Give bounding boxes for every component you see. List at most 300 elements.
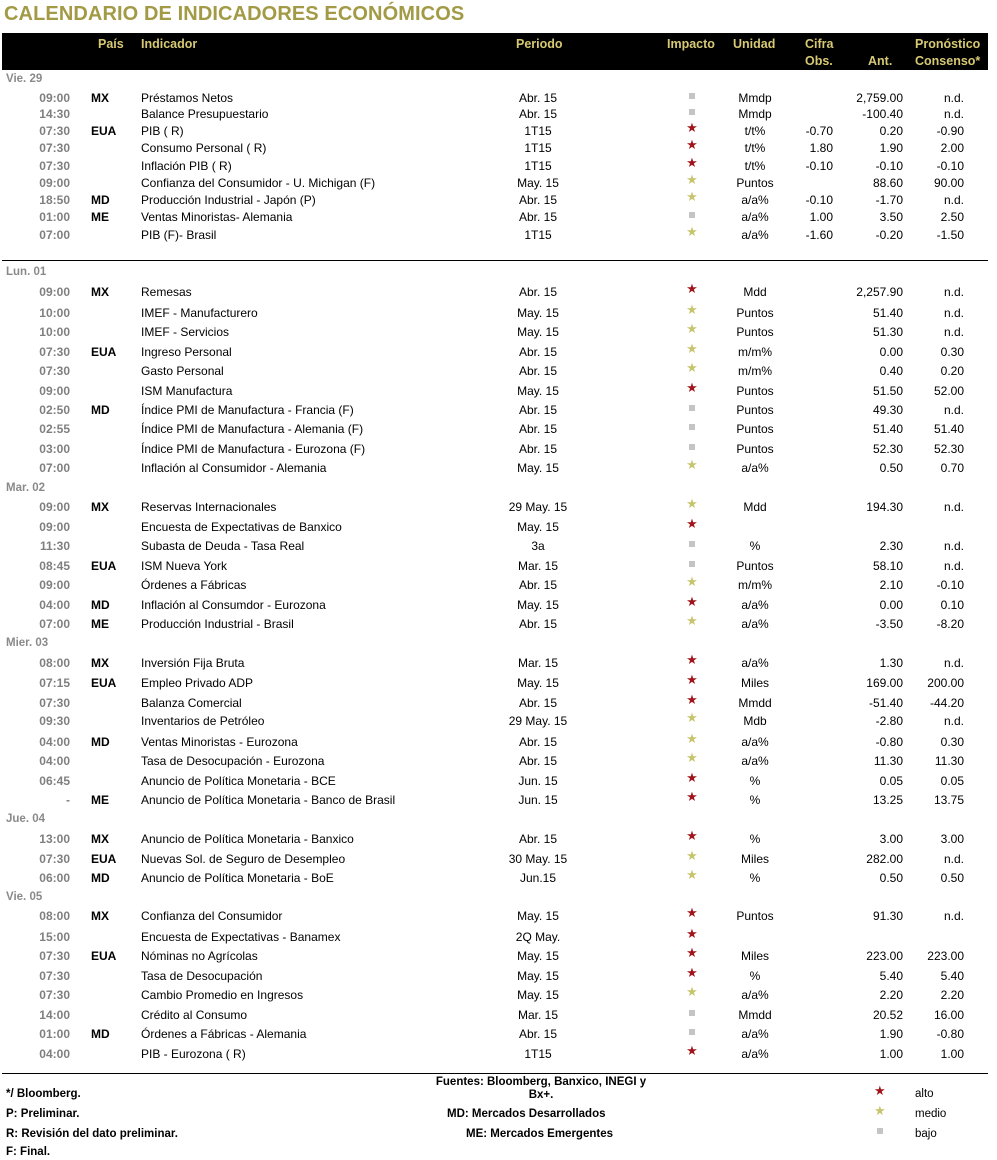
event-unit: a/a% — [741, 228, 769, 242]
event-consensus: -1.50 — [936, 228, 964, 242]
event-country: MD — [91, 403, 110, 417]
footnote-final: F: Final. — [6, 1146, 51, 1158]
event-time: 09:30 — [39, 714, 70, 728]
table-row — [0, 107, 997, 125]
event-period: 2Q May. — [515, 930, 561, 944]
event-consensus: n.d. — [943, 403, 964, 417]
table-row — [0, 750, 997, 772]
impact-medium-star-icon: ★ — [686, 341, 698, 356]
impact-medium-star-icon: ★ — [686, 321, 698, 336]
event-indicator: Remesas — [141, 285, 192, 299]
table-row — [0, 302, 997, 324]
event-period: Abr. 15 — [518, 107, 558, 121]
event-ant: 20.52 — [872, 1008, 903, 1022]
legend-bajo-square-icon — [877, 1128, 883, 1134]
impact-medium-star-icon: ★ — [686, 224, 698, 239]
event-consensus: -44.20 — [929, 696, 964, 710]
event-indicator: Préstamos Netos — [141, 91, 234, 105]
event-indicator: Anuncio de Política Monetaria - BCE — [141, 774, 336, 788]
event-consensus: 2.20 — [940, 988, 964, 1002]
event-country: MX — [91, 832, 109, 846]
table-row — [0, 652, 997, 674]
event-country: EUA — [91, 949, 117, 963]
day-label: Vie. 05 — [6, 891, 43, 903]
event-period: Abr. 15 — [518, 617, 558, 631]
impact-medium-star-icon: ★ — [686, 574, 698, 589]
event-indicator: IMEF - Manufacturero — [141, 306, 258, 320]
event-ant: 0.20 — [879, 124, 903, 138]
event-ant: -0.80 — [875, 735, 903, 749]
event-time: 07:30 — [39, 969, 70, 983]
event-unit: a/a% — [741, 461, 769, 475]
event-period: Abr. 15 — [518, 754, 558, 768]
event-unit: a/a% — [741, 210, 769, 224]
impact-high-star-icon: ★ — [686, 380, 698, 395]
event-unit: Puntos — [736, 559, 774, 573]
event-ant: 169.00 — [866, 676, 903, 690]
event-time: 14:00 — [39, 1008, 70, 1022]
day-label: Lun. 01 — [6, 266, 47, 278]
event-time: 07:30 — [39, 852, 70, 866]
event-indicator: Órdenes a Fábricas - Alemania — [141, 1027, 307, 1041]
event-consensus: n.d. — [943, 107, 964, 121]
event-ant: 282.00 — [866, 852, 903, 866]
table-row — [0, 672, 997, 694]
table-row — [0, 867, 997, 889]
event-indicator: Empleo Privado ADP — [141, 676, 254, 690]
event-ant: 51.40 — [872, 306, 903, 320]
event-consensus: 0.30 — [940, 345, 964, 359]
event-country: MD — [91, 598, 110, 612]
footnote-preliminar: P: Preliminar. — [6, 1108, 80, 1120]
footnote-sources: Fuentes: Bloomberg, Banxico, INEGI y Bx+. — [435, 1076, 647, 1101]
event-unit: Miles — [740, 852, 769, 866]
event-indicator: Producción Industrial - Japón (P) — [141, 193, 316, 207]
event-indicator: IMEF - Servicios — [141, 325, 230, 339]
event-ant: 0.00 — [879, 598, 903, 612]
event-time: 02:55 — [39, 422, 70, 436]
table-row — [0, 613, 997, 635]
event-consensus: 3.00 — [940, 832, 964, 846]
event-consensus: n.d. — [943, 193, 964, 207]
event-unit: Puntos — [736, 325, 774, 339]
event-ant: 52.30 — [872, 442, 903, 456]
table-row — [0, 516, 997, 538]
table-row — [0, 1043, 997, 1065]
event-time: 02:50 — [39, 403, 70, 417]
day-label: Jue. 04 — [6, 813, 45, 825]
event-ant: -2.80 — [875, 714, 903, 728]
event-unit: a/a% — [741, 193, 769, 207]
table-row — [0, 710, 997, 732]
event-ant: -51.40 — [868, 696, 903, 710]
event-ant: -0.10 — [875, 159, 903, 173]
event-ant: 194.30 — [866, 500, 903, 514]
event-consensus: 11.30 — [934, 754, 964, 768]
header-pais: País — [98, 37, 124, 51]
event-ant: 223.00 — [866, 949, 903, 963]
table-row — [0, 172, 997, 194]
event-period: 1T15 — [524, 124, 552, 138]
table-row — [0, 457, 997, 479]
header-unidad: Unidad — [733, 37, 776, 51]
event-unit: % — [749, 871, 761, 885]
footnote-me: ME: Mercados Emergentes — [466, 1128, 613, 1140]
event-period: Mar. 15 — [517, 1008, 559, 1022]
event-ant: 51.30 — [872, 325, 903, 339]
impact-medium-star-icon: ★ — [686, 867, 698, 882]
event-time: - — [66, 793, 70, 807]
event-country: MD — [91, 1027, 110, 1041]
table-row — [0, 984, 997, 1006]
event-consensus: 16.00 — [933, 1008, 964, 1022]
table-row — [0, 594, 997, 616]
event-indicator: Encuesta de Expectativas - Banamex — [141, 930, 341, 944]
event-consensus: 51.40 — [933, 422, 964, 436]
event-indicator: ISM Manufactura — [141, 384, 233, 398]
event-indicator: PIB - Eurozona ( R) — [141, 1047, 246, 1061]
event-unit: m/m% — [738, 364, 772, 378]
event-period: Abr. 15 — [518, 832, 558, 846]
event-time: 07:30 — [39, 159, 70, 173]
event-indicator: Órdenes a Fábricas — [141, 578, 247, 592]
event-period: 1T15 — [524, 159, 552, 173]
event-unit: Puntos — [736, 909, 774, 923]
event-indicator: Confianza del Consumidor — [141, 909, 283, 923]
event-obs: -0.10 — [805, 159, 833, 173]
event-period: May. 15 — [517, 909, 559, 923]
table-row — [0, 1008, 997, 1026]
event-consensus: -0.10 — [936, 578, 964, 592]
table-row — [0, 321, 997, 343]
table-row — [0, 965, 997, 987]
event-unit: a/a% — [741, 754, 769, 768]
event-period: Mar. 15 — [517, 559, 559, 573]
event-period: 29 May. 15 — [508, 714, 568, 728]
event-period: Abr. 15 — [518, 735, 558, 749]
event-period: Abr. 15 — [518, 442, 558, 456]
event-indicator: Anuncio de Política Monetaria - Banxico — [141, 832, 354, 846]
event-indicator: Reservas Internacionales — [141, 500, 277, 514]
header-cifra: Cifra — [805, 37, 834, 51]
impact-medium-star-icon: ★ — [686, 360, 698, 375]
event-indicator: PIB (F)- Brasil — [141, 228, 217, 242]
event-ant: 58.10 — [872, 559, 903, 573]
event-time: 18:50 — [39, 193, 70, 207]
event-consensus: n.d. — [943, 539, 964, 553]
event-country: ME — [91, 210, 109, 224]
event-consensus: 52.30 — [933, 442, 964, 456]
event-country: EUA — [91, 676, 117, 690]
event-indicator: Consumo Personal ( R) — [141, 141, 267, 155]
footnote-md: MD: Mercados Desarrollados — [447, 1108, 606, 1120]
event-unit: Mmdp — [738, 91, 772, 105]
legend-alto-label: alto — [915, 1088, 934, 1100]
event-indicator: Tasa de Desocupación - Eurozona — [141, 754, 325, 768]
event-unit: % — [749, 539, 761, 553]
impact-high-star-icon: ★ — [686, 770, 698, 785]
event-period: Abr. 15 — [518, 210, 558, 224]
header-indicador: Indicador — [141, 37, 198, 51]
event-consensus: n.d. — [943, 559, 964, 573]
event-consensus: n.d. — [943, 91, 964, 105]
event-indicator: Gasto Personal — [141, 364, 224, 378]
event-obs: 1.80 — [809, 141, 833, 155]
event-time: 09:00 — [39, 91, 70, 105]
event-unit: Puntos — [736, 176, 774, 190]
event-unit: Mdb — [743, 714, 767, 728]
impact-high-star-icon: ★ — [686, 516, 698, 531]
event-unit: a/a% — [741, 1027, 769, 1041]
event-country: MX — [91, 909, 109, 923]
impact-high-star-icon: ★ — [686, 905, 698, 920]
table-row — [0, 189, 997, 211]
event-period: May. 15 — [517, 306, 559, 320]
event-period: May. 15 — [517, 949, 559, 963]
event-indicator: Confianza del Consumidor - U. Michigan (F) — [141, 176, 376, 190]
event-unit: a/a% — [741, 656, 769, 670]
event-period: Jun. 15 — [518, 793, 558, 807]
table-row — [0, 360, 997, 382]
event-consensus: -0.90 — [936, 124, 964, 138]
impact-low-square-icon — [682, 536, 702, 550]
event-time: 07:30 — [39, 141, 70, 155]
event-indicator: Balance Presupuestario — [141, 107, 269, 121]
event-time: 04:00 — [39, 598, 70, 612]
event-period: Abr. 15 — [518, 403, 558, 417]
event-unit: Puntos — [736, 442, 774, 456]
header-impacto: Impacto — [667, 37, 715, 51]
event-period: Abr. 15 — [518, 364, 558, 378]
event-period: May. 15 — [517, 325, 559, 339]
footnote-revision: R: Revisión del dato preliminar. — [6, 1128, 178, 1140]
event-country: ME — [91, 617, 109, 631]
event-indicator: Índice PMI de Manufactura - Eurozona (F) — [141, 442, 366, 456]
event-consensus: 2.50 — [940, 210, 964, 224]
impact-high-star-icon: ★ — [686, 137, 698, 152]
event-period: 3a — [531, 539, 545, 553]
event-ant: 49.30 — [872, 403, 903, 417]
event-unit: Mdd — [743, 500, 767, 514]
event-unit: % — [749, 793, 761, 807]
event-period: 29 May. 15 — [508, 500, 568, 514]
event-indicator: Ventas Minoristas - Eurozona — [141, 735, 298, 749]
event-unit: Mmdd — [738, 696, 772, 710]
impact-high-star-icon: ★ — [686, 692, 698, 707]
impact-low-square-icon — [682, 439, 702, 453]
event-unit: a/a% — [741, 617, 769, 631]
impact-low-square-icon — [682, 88, 702, 102]
event-country: MX — [91, 91, 109, 105]
event-unit: t/t% — [744, 159, 766, 173]
event-time: 14:30 — [39, 107, 70, 121]
event-unit: m/m% — [738, 345, 772, 359]
event-country: EUA — [91, 559, 117, 573]
event-indicator: Índice PMI de Manufactura - Alemania (F) — [141, 422, 364, 436]
table-row — [0, 789, 997, 811]
impact-medium-star-icon: ★ — [686, 457, 698, 472]
event-time: 09:00 — [39, 285, 70, 299]
event-time: 06:45 — [39, 774, 70, 788]
event-time: 06:00 — [39, 871, 70, 885]
event-time: 10:00 — [39, 325, 70, 339]
event-ant: 3.50 — [879, 210, 903, 224]
impact-medium-star-icon: ★ — [686, 848, 698, 863]
event-period: May. 15 — [517, 969, 559, 983]
event-time: 04:00 — [39, 754, 70, 768]
event-period: Mar. 15 — [517, 656, 559, 670]
event-ant: 2.30 — [879, 539, 903, 553]
event-ant: 2,759.00 — [856, 91, 903, 105]
event-indicator: Ventas Minoristas- Alemania — [141, 210, 293, 224]
event-ant: 13.25 — [872, 793, 903, 807]
event-time: 08:00 — [39, 909, 70, 923]
event-period: May. 15 — [517, 520, 559, 534]
event-time: 07:30 — [39, 345, 70, 359]
event-consensus: -8.20 — [936, 617, 964, 631]
header-consenso: Consenso* — [915, 54, 981, 68]
header-periodo: Periodo — [516, 37, 563, 51]
event-indicator: Inversión Fija Bruta — [141, 656, 245, 670]
table-row — [0, 559, 997, 577]
event-period: 1T15 — [524, 141, 552, 155]
event-ant: -1.70 — [875, 193, 903, 207]
event-ant: 1.90 — [879, 141, 903, 155]
event-country: ME — [91, 793, 109, 807]
event-time: 13:00 — [39, 832, 70, 846]
event-time: 07:30 — [39, 988, 70, 1002]
legend-medio-label: medio — [915, 1108, 947, 1120]
header-obs: Obs. — [805, 54, 833, 68]
event-ant: 2.20 — [879, 988, 903, 1002]
table-header — [2, 33, 988, 70]
table-row — [0, 422, 997, 440]
event-indicator: Índice PMI de Manufactura - Francia (F) — [141, 403, 354, 417]
event-unit: Puntos — [736, 403, 774, 417]
event-period: Abr. 15 — [518, 1027, 558, 1041]
event-ant: -0.20 — [875, 228, 903, 242]
event-period: Jun.15 — [519, 871, 557, 885]
event-country: EUA — [91, 124, 117, 138]
event-time: 03:00 — [39, 442, 70, 456]
event-period: Abr. 15 — [518, 696, 558, 710]
event-unit: Mmdd — [738, 1008, 772, 1022]
event-ant: 1.00 — [879, 1047, 903, 1061]
impact-low-square-icon — [682, 556, 702, 570]
event-obs: 1.00 — [809, 210, 833, 224]
event-period: 1T15 — [524, 228, 552, 242]
impact-high-star-icon: ★ — [686, 828, 698, 843]
impact-high-star-icon: ★ — [686, 120, 698, 135]
impact-high-star-icon: ★ — [686, 945, 698, 960]
impact-medium-star-icon: ★ — [686, 750, 698, 765]
impact-medium-star-icon: ★ — [686, 172, 698, 187]
event-indicator: PIB ( R) — [141, 124, 184, 138]
event-consensus: n.d. — [943, 325, 964, 339]
event-country: MX — [91, 656, 109, 670]
table-row — [0, 341, 997, 363]
event-ant: 0.50 — [879, 461, 903, 475]
table-row — [0, 770, 997, 792]
event-period: Abr. 15 — [518, 345, 558, 359]
event-time: 09:00 — [39, 520, 70, 534]
event-time: 07:00 — [39, 461, 70, 475]
event-ant: 5.40 — [879, 969, 903, 983]
event-consensus: 200.00 — [927, 676, 964, 690]
impact-low-square-icon — [682, 419, 702, 433]
table-row — [0, 224, 997, 246]
event-ant: 3.00 — [879, 832, 903, 846]
section-divider — [2, 260, 988, 261]
event-consensus: n.d. — [943, 909, 964, 923]
event-period: May. 15 — [517, 461, 559, 475]
event-indicator: Producción Industrial - Brasil — [141, 617, 294, 631]
event-time: 09:00 — [39, 384, 70, 398]
event-consensus: n.d. — [943, 714, 964, 728]
event-time: 07:30 — [39, 949, 70, 963]
event-consensus: -0.80 — [936, 1027, 964, 1041]
event-unit: Puntos — [736, 306, 774, 320]
event-time: 10:00 — [39, 306, 70, 320]
event-ant: 2,257.90 — [856, 285, 903, 299]
event-time: 07:00 — [39, 228, 70, 242]
event-indicator: ISM Nueva York — [141, 559, 228, 573]
impact-medium-star-icon: ★ — [686, 189, 698, 204]
event-period: May. 15 — [517, 676, 559, 690]
event-ant: 2.10 — [879, 578, 903, 592]
event-ant: -100.40 — [862, 107, 903, 121]
impact-medium-star-icon: ★ — [686, 731, 698, 746]
event-country: MX — [91, 285, 109, 299]
event-indicator: Crédito al Consumo — [141, 1008, 248, 1022]
event-indicator: Inflación al Consumidor - Alemania — [141, 461, 327, 475]
event-ant: 0.50 — [879, 871, 903, 885]
event-obs: -0.70 — [805, 124, 833, 138]
event-period: Abr. 15 — [518, 422, 558, 436]
event-consensus: 52.00 — [933, 384, 964, 398]
event-indicator: Inflación PIB ( R) — [141, 159, 232, 173]
table-row — [0, 692, 997, 714]
event-consensus: n.d. — [943, 285, 964, 299]
table-row — [0, 926, 997, 948]
event-consensus: 5.40 — [940, 969, 964, 983]
impact-medium-star-icon: ★ — [686, 302, 698, 317]
event-period: 30 May. 15 — [508, 852, 568, 866]
event-ant: 0.05 — [879, 774, 903, 788]
table-row — [0, 442, 997, 460]
table-row — [0, 137, 997, 159]
event-consensus: 2.00 — [940, 141, 964, 155]
impact-high-star-icon: ★ — [686, 789, 698, 804]
event-consensus: 0.05 — [940, 774, 964, 788]
page-title: CALENDARIO DE INDICADORES ECONÓMICOS — [4, 3, 465, 25]
event-time: 04:00 — [39, 1047, 70, 1061]
event-unit: a/a% — [741, 735, 769, 749]
event-indicator: Anuncio de Política Monetaria - Banco de Brasil — [141, 793, 396, 807]
day-label: Vie. 29 — [6, 73, 43, 85]
event-time: 01:00 — [39, 210, 70, 224]
table-row — [0, 1027, 997, 1045]
event-unit: Miles — [740, 676, 769, 690]
event-period: Jun. 15 — [518, 774, 558, 788]
table-row — [0, 403, 997, 421]
table-row — [0, 281, 997, 303]
impact-medium-star-icon: ★ — [686, 710, 698, 725]
table-row — [0, 539, 997, 557]
event-ant: 11.30 — [873, 754, 903, 768]
event-time: 01:00 — [39, 1027, 70, 1041]
event-unit: Mmdp — [738, 107, 772, 121]
